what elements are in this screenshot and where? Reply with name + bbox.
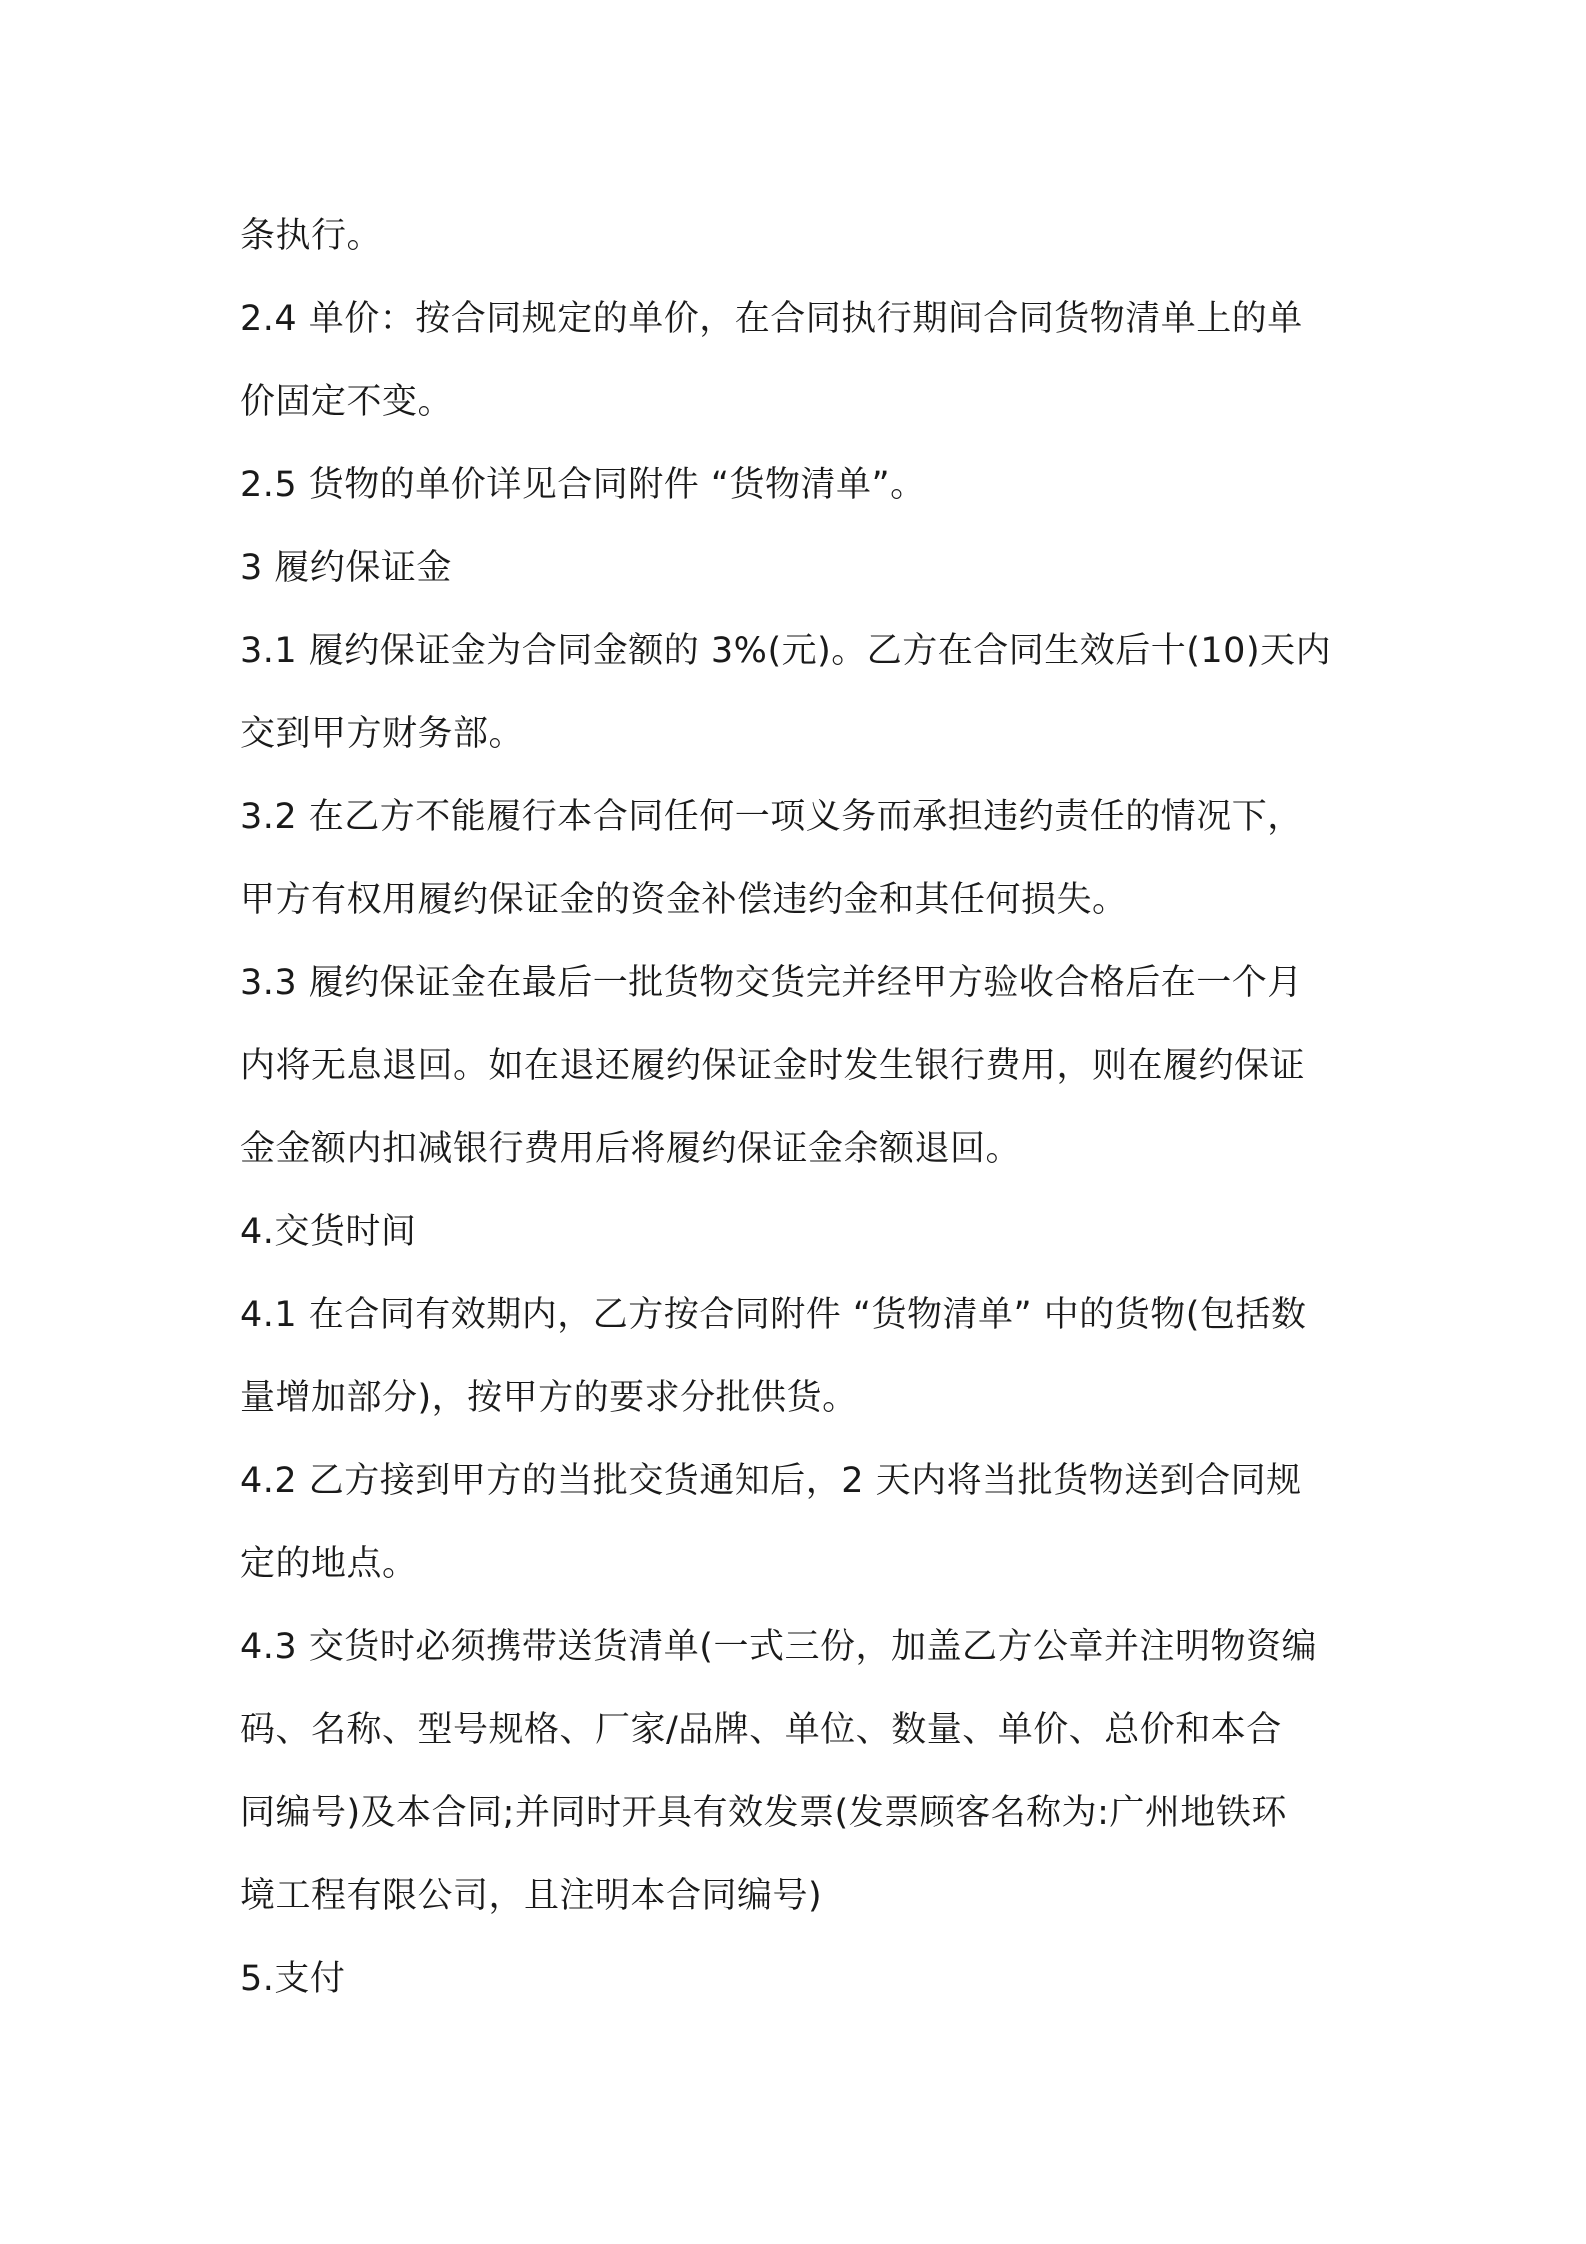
text-line: 3.3 履约保证金在最后一批货物交货完并经甲方验收合格后在一个月 bbox=[240, 963, 1303, 1003]
document-page bbox=[240, 195, 1360, 2021]
text-line: 金金额内扣减银行费用后将履约保证金余额退回。 bbox=[240, 1129, 1022, 1169]
text-line: 定的地点。 bbox=[240, 1544, 418, 1584]
text-line: 3.1 履约保证金为合同金额的 3%(元)。乙方在合同生效后十(10)天内 bbox=[240, 631, 1332, 671]
text-line: 境工程有限公司，且注明本合同编号) bbox=[240, 1876, 823, 1916]
text-line: 4.1 在合同有效期内，乙方按合同附件 “货物清单” 中的货物(包括数 bbox=[240, 1295, 1307, 1335]
text-line: 量增加部分)，按甲方的要求分批供货。 bbox=[240, 1378, 858, 1418]
text-line: 同编号)及本合同;并同时开具有效发票(发票顾客名称为:广州地铁环 bbox=[240, 1793, 1287, 1833]
section-heading: 4.交货时间 bbox=[240, 1212, 417, 1252]
section-heading: 5.支付 bbox=[240, 1959, 346, 1999]
text-line: 2.5 货物的单价详见合同附件 “货物清单”。 bbox=[240, 465, 926, 505]
text-line: 4.2 乙方接到甲方的当批交货通知后，2 天内将当批货物送到合同规 bbox=[240, 1461, 1302, 1501]
text-line: 3.2 在乙方不能履行本合同任何一项义务而承担违约责任的情况下， bbox=[240, 797, 1303, 837]
text-line: 甲方有权用履约保证金的资金补偿违约金和其任何损失。 bbox=[240, 880, 1128, 920]
text-line: 内将无息退回。如在退还履约保证金时发生银行费用，则在履约保证 bbox=[240, 1046, 1306, 1086]
text-line: 4.3 交货时必须携带送货清单(一式三份，加盖乙方公章并注明物资编 bbox=[240, 1627, 1317, 1667]
section-heading: 3 履约保证金 bbox=[240, 548, 452, 588]
text-line: 交到甲方财务部。 bbox=[240, 714, 525, 754]
text-line: 码、名称、型号规格、厂家/品牌、单位、数量、单价、总价和本合 bbox=[240, 1710, 1282, 1750]
text-line: 2.4 单价：按合同规定的单价，在合同执行期间合同货物清单上的单 bbox=[240, 299, 1303, 339]
text-line: 价固定不变。 bbox=[240, 382, 454, 422]
text-line: 条执行。 bbox=[240, 216, 383, 256]
